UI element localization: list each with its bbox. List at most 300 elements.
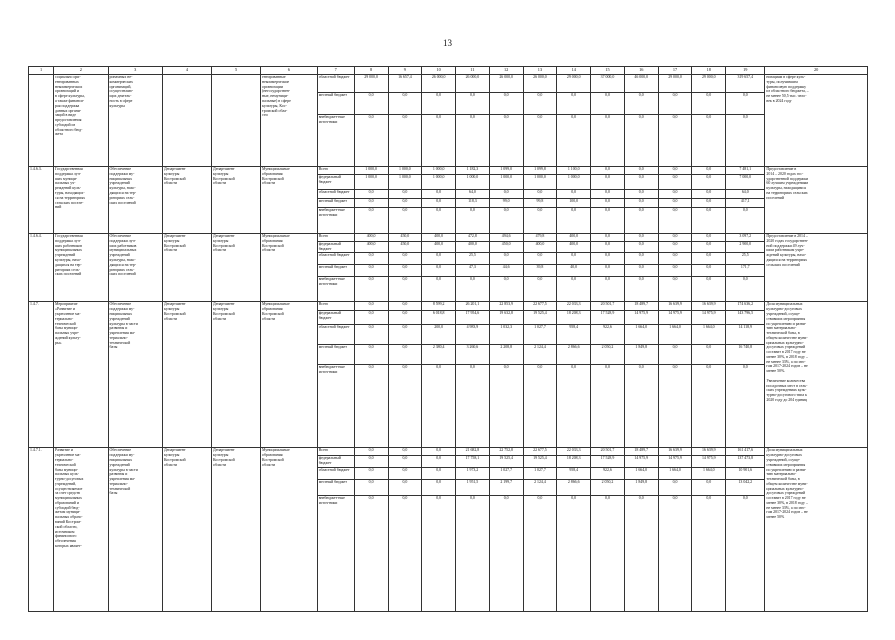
cell-coexecutor-line: культуры [163,307,180,312]
cell-measure-line: учреждений, [55,481,77,486]
cell-value: 0,0 [354,265,388,277]
column-number: 16 [624,67,658,75]
cell-value: 0,0 [354,365,388,448]
cell-value: 19 525,4 [489,456,523,468]
cell-value: 0,0 [456,277,490,302]
cell-value: 14 975,9 [624,456,658,468]
cell-measure-line: областного бюд- [55,127,83,132]
cell-target-line: пальные) в сфере [262,99,291,103]
cell-value: 0,0 [354,92,388,114]
cell-value: 0,0 [624,253,658,265]
column-number: 7 [317,67,354,75]
cell-value: 20 501,7 [591,448,625,456]
cell-note [765,74,868,166]
column-number: 14 [557,67,591,75]
cell-value: 1 027,7 [523,325,557,345]
cell-value: 0,0 [726,92,765,114]
cell-value: 0,0 [388,468,422,480]
cell-value: 0,0 [422,189,456,198]
cell-note-line: ских учреждениях куль- [766,388,807,393]
cell-measure-line: териально- [55,458,74,463]
cell-value: 0,0 [658,233,692,241]
cell-value: 22 853,9 [489,302,523,311]
cell-value: 0,0 [422,92,456,114]
cell-value: 0,0 [692,166,726,174]
cell-value: 0,0 [591,277,625,302]
cell-measure-line: муниципальных [55,248,82,253]
cell-value: 2 050,2 [591,480,625,496]
cell-value: 0,0 [624,265,658,277]
cell-coexecutor-line: области [163,316,177,321]
cell-value: 0,0 [422,496,456,612]
column-number: 5 [212,67,261,75]
column-number: 15 [591,67,625,75]
cell-value: 2 866,6 [557,345,591,365]
cell-source: Всего [317,448,354,456]
cell-value: 6 018,8 [422,311,456,325]
cell-measure [54,74,108,166]
cell-value: 1 664,0 [624,468,658,480]
cell-value: 0,0 [354,448,388,456]
cell-source: местный бюджет [317,345,354,365]
cell-note-line: досуговых учреждений [766,345,806,350]
cell-target [261,448,318,612]
cell-value: 171,7 [726,265,765,277]
cell-coexecutor [162,166,211,233]
cell-target-line: образования [262,453,283,458]
cell-value: 17 528,9 [591,311,625,325]
cell-value: 0,0 [624,207,658,233]
cell-value: 20 501,7 [591,302,625,311]
cell-source: федеральный бюджет [317,456,354,468]
cell-executor-line: учреждений [109,316,130,321]
cell-value: 0,0 [422,207,456,233]
cell-responsible [212,448,261,612]
cell-value: 319 657,4 [726,74,765,92]
cell-value: 1 000,0 [523,174,557,189]
cell-value: 40,0 [557,265,591,277]
cell-note-line: не менее 50,5 тыс. чело- [766,94,807,99]
cell-value: 0,0 [624,241,658,252]
cell-value: 14 975,9 [658,311,692,325]
cell-coexecutor-line: Департамент [163,302,186,307]
cell-note-line: по укреплению и разви- [766,321,807,326]
cell-measure-line: ской области, [55,524,78,529]
cell-value: 0,0 [388,311,422,325]
cell-value: 0,0 [523,114,557,166]
cell-executor-line: ность в сфере [109,99,133,103]
cell-value: 13 042,2 [726,480,765,496]
cell-executor [108,166,162,233]
cell-measure-line: культуры, нахо- [55,258,82,262]
cell-value: 22 677,5 [523,302,557,311]
cell-value: 22 033,3 [557,448,591,456]
cell-note [765,448,868,612]
cell-value: 0,0 [726,207,765,233]
cell-value: 0,0 [422,456,456,468]
cell-value: 450,0 [489,241,523,252]
cell-value: 0,0 [658,265,692,277]
cell-value: 958,4 [557,468,591,480]
cell-measure-line: технической [55,321,76,326]
cell-value: 16 639,9 [658,448,692,456]
cell-measure-line: предоставления [55,118,82,123]
cell-note-line: менее 50%. [766,369,786,374]
cell-value: 161 417,6 [726,448,765,456]
cell-measure-line: ры» [55,340,62,345]
cell-responsible-line: Костромской [213,458,235,463]
table-row [29,302,868,311]
cell-note-line: ципальных культурно- [766,340,804,345]
cell-target-line: Муниципальные [262,302,290,307]
cell-measure [54,233,108,301]
cell-target-line: Костромской [262,312,284,317]
cell-value: 1 100,0 [557,166,591,174]
cell-value: 0,0 [388,345,422,365]
cell-value: 99,8 [523,198,557,207]
cell-coexecutor-line: области [163,462,177,467]
cell-note-line: дящихся на территориях [766,258,808,262]
cell-note-line: 2020 годах государствен- [766,238,808,243]
cell-value: 29 000,0 [354,74,388,92]
cell-responsible [212,233,261,301]
cell-executor-line: Обеспечение [109,234,132,239]
cell-value: 0,0 [591,253,625,265]
cell-measure-line: муниципальных [55,496,82,501]
cell-value: 26 000,0 [422,74,456,92]
table-row [29,233,868,241]
cell-value: 0,0 [624,365,658,448]
cell-value: 1 973,2 [456,468,490,480]
cell-value: 0,0 [658,241,692,252]
column-number: 11 [456,67,490,75]
cell-value: 2 866,6 [557,480,591,496]
cell-value: 0,0 [388,198,422,207]
cell-source: областной бюджет [317,74,354,92]
cell-measure-line: Государственная [55,167,83,172]
cell-value: 0,0 [354,345,388,365]
cell-value: 0,0 [388,92,422,114]
cell-value: 25,5 [456,253,490,265]
page-number: 13 [443,38,452,48]
cell-note-line: Предоставление в [766,167,797,172]
cell-value: 22 033,3 [557,302,591,311]
cell-executor-line: муниципальных [109,248,137,253]
cell-source: внебюджет-ные источ-ники [317,365,354,448]
cell-value: 2 380,4 [422,345,456,365]
cell-value: 400,0 [557,233,591,241]
cell-responsible-line: культуры [213,171,229,176]
cell-source: внебюджет-ные источ-ники [317,277,354,302]
cell-code: 1.4.6.3. [29,166,54,233]
cell-value: 0,0 [388,207,422,233]
cell-coexecutor-line: Департамент [163,167,186,172]
cell-executor-line: Обеспечение [109,302,132,307]
cell-measure-line: «Развитие и [55,307,75,312]
cell-responsible [212,302,261,448]
cell-value: 0,0 [422,480,456,496]
cell-coexecutor-line: области [163,248,177,253]
cell-executor-line: организаций, [109,84,132,89]
cell-executor-line: учреждений [109,462,130,467]
cell-executor [108,302,162,448]
cell-value: 494,6 [489,233,523,241]
cell-source: внебюджет-ные источ-ники [317,114,354,166]
cell-responsible [212,74,261,166]
cell-value: 417,1 [726,198,765,207]
column-number: 18 [692,67,726,75]
cell-responsible-line: культуры [213,453,229,458]
cell-value: 450,0 [388,233,422,241]
cell-coexecutor-line: Костромской [163,312,186,317]
cell-value: 0,0 [624,233,658,241]
cell-executor-line: териально- [109,335,128,340]
cell-value: 0,0 [523,253,557,265]
cell-value: 1 951,5 [456,480,490,496]
column-number-row [29,67,868,75]
cell-value: 18 489,7 [624,302,658,311]
cell-value: 0,0 [591,265,625,277]
cell-coexecutor-line: культуры [163,171,180,176]
cell-value: 14 975,9 [658,456,692,468]
cell-responsible-line: области [213,248,227,253]
cell-measure-line: ентированных [55,79,79,84]
cell-measure-line: туры, находящих- [55,191,85,195]
cell-value: 0,0 [354,302,388,311]
cell-measure-line: организаций и [55,89,79,94]
cell-note-line: низациям в сфере куль- [766,75,806,80]
cell-note-line: век в 2024 году [766,99,792,103]
cell-measure-line: ся на территориях [55,195,86,200]
cell-measure-line: в сфере культуры, [55,94,85,99]
cell-note-line: составит в 2017 году не [766,350,806,355]
cell-note-line: учреждений, осуще- [766,458,801,463]
cell-value: 0,0 [591,241,625,252]
cell-executor-line: развития и [109,326,128,331]
cell-value: 450,0 [388,241,422,252]
cell-note-line: общем количестве муни- [766,481,808,486]
cell-target-line: ные, немуници- [262,94,289,99]
cell-measure-line: ских поселений [55,272,82,277]
cell-note-line: 2020 году до 204 единиц [766,397,808,402]
cell-value: 0,0 [726,365,765,448]
cell-note-line: ударственной поддержки [766,176,809,181]
cell-value: 0,0 [557,277,591,302]
cell-executor-line: культуры, нахо- [109,186,136,191]
column-number: 2 [54,67,108,75]
cell-value: 0,0 [624,174,658,189]
cell-value: 14 118,9 [726,325,765,345]
cell-value: 100,0 [557,198,591,207]
cell-measure-line: ний [55,205,62,210]
cell-target-line: области [262,248,276,253]
cell-note-line: 2014 – 2020 годах гос- [766,171,804,176]
cell-executor-line: укрепления ма- [109,331,136,336]
cell-value: 1 099,8 [523,166,557,174]
column-number: 1 [29,67,54,75]
cell-executor-line: технической [109,486,131,491]
column-number: 12 [489,67,523,75]
cell-note-line: из областного бюджета, – [766,89,809,94]
cell-measure-line: образований и [55,500,79,505]
cell-target-line: Муниципальные [262,234,290,239]
cell-value: 0,0 [658,198,692,207]
table-row [29,448,868,456]
cell-executor [108,448,162,612]
cell-measure-line: жета [55,132,63,137]
cell-value: 174 636,2 [726,302,765,311]
cell-executor-line: ниципальных [109,312,133,317]
cell-measure-line: териально- [55,316,74,321]
cell-value: 0,0 [489,207,523,233]
cell-value: 922,6 [591,468,625,480]
cell-source: Всего [317,302,354,311]
cell-value: 1 000,0 [489,174,523,189]
cell-value: 0,0 [354,114,388,166]
cell-responsible-line: области [213,181,227,186]
cell-executor-line: ниципальных [109,458,133,463]
cell-note-line: гам 2017-2024 годов – не [766,364,808,369]
cell-note-line: технической базы, в [766,331,800,336]
cell-coexecutor-line: культуры [163,453,180,458]
cell-executor-line: Обеспечение [109,448,132,453]
cell-value: 0,0 [388,480,422,496]
cell-value: 143 796,5 [726,311,765,325]
cell-measure-line: источником [55,529,75,534]
cell-executor-line: дящихся на тер- [109,262,137,267]
cell-value: 0,0 [658,365,692,448]
cell-executor-line: ших работников [109,243,137,248]
cell-measure-line: данных органи- [55,108,82,113]
cell-value: 0,0 [692,365,726,448]
cell-value: 1 000,0 [388,166,422,174]
cell-value: 0,0 [523,365,557,448]
cell-note-line: Доля муниципальных [766,302,803,307]
cell-target-line: ентированные [262,75,286,80]
cell-value: 0,0 [624,277,658,302]
cell-target-line: организации [262,84,283,89]
cell-value: 1 027,7 [523,468,557,480]
cell-value: 1 032,3 [489,325,523,345]
cell-source: областной бюджет [317,325,354,345]
cell-value: 64,0 [456,189,490,198]
cell-value: 479,8 [523,233,557,241]
cell-executor-line: учреждений [109,181,130,186]
cell-note-line: гам 2017-2024 годов – не [766,510,808,515]
cell-value: 1 000,0 [354,174,388,189]
cell-value: 1 664,0 [658,325,692,345]
cell-target-line: тромской обла- [262,108,288,113]
cell-value: 16 657,4 [388,74,422,92]
cell-value: 400,0 [422,241,456,252]
cell-value: 37 000,0 [591,74,625,92]
cell-note-line: тию материально- [766,326,797,331]
cell-value: 0,0 [388,365,422,448]
cell-value: 1 027,7 [489,468,523,480]
cell-value: 0,0 [692,496,726,612]
cell-executor-line: риториях сель- [109,195,135,200]
cell-measure-line: жетам муници- [55,510,81,515]
cell-note-line: ствивших мероприятия [766,316,806,321]
cell-source: Всего [317,233,354,241]
cell-value: 0,0 [523,496,557,612]
cell-responsible-line: Департамент [213,234,235,239]
cell-code: 1.4.6.4. [29,233,54,301]
cell-source: федеральный бюджет [317,311,354,325]
cell-note [765,166,868,233]
cell-value: 39,8 [523,265,557,277]
cell-value: 137 473,8 [726,456,765,468]
cell-target-line: Костромской [262,176,284,181]
cell-responsible-line: Департамент [213,448,235,453]
cell-target-line: Костромской [262,458,284,463]
cell-value: 0,0 [658,207,692,233]
cell-value: 0,0 [726,277,765,302]
cell-measure [54,302,108,448]
cell-measure-line: ждений культу- [55,335,81,340]
cell-executor-line: развития и [109,472,128,477]
cell-value: 3 260,6 [456,345,490,365]
cell-value: 0,0 [388,253,422,265]
cell-executor-line: дящихся на тер- [109,191,137,195]
cell-value: 1 000,0 [388,174,422,189]
cell-value: 0,0 [354,325,388,345]
cell-value: 0,0 [388,189,422,198]
cell-value: 0,0 [658,253,692,265]
cell-value: 0,0 [692,480,726,496]
cell-measure-line: Государственная [55,234,83,239]
cell-value: 16 639,9 [692,448,726,456]
cell-responsible-line: Костромской [213,312,235,317]
cell-note-line: ствивших мероприятия [766,462,806,467]
cell-value: 0,0 [692,198,726,207]
cell-value: 0,0 [354,496,388,612]
cell-executor-line: культуры, нахо- [109,258,136,262]
cell-value: 1 000,0 [456,174,490,189]
cell-value: 29 000,0 [557,74,591,92]
cell-value: 16 740,8 [726,345,765,365]
cell-value: 0,0 [658,166,692,174]
cell-value: 17 528,9 [591,456,625,468]
cell-value: 0,0 [388,114,422,166]
cell-target-line: Муниципальные [262,167,290,172]
cell-value: 1 849,8 [624,480,658,496]
table-body [29,67,868,612]
cell-value: 0,0 [692,233,726,241]
cell-value: 0,0 [523,189,557,198]
cell-source: областной бюджет [317,468,354,480]
cell-value: 0,0 [422,265,456,277]
cell-measure-line: пальных уч- [55,181,76,186]
cell-value: 0,0 [557,207,591,233]
cell-executor-line: ских поселений [109,272,136,277]
table-row [29,166,868,174]
cell-value: 18 208,3 [557,311,591,325]
cell-executor-line: ских поселений [109,200,136,205]
cell-executor-line: культуры [109,103,125,108]
cell-executor-line: риториях сель- [109,267,135,272]
cell-measure-line: технической [55,462,76,467]
cell-value: 958,4 [557,325,591,345]
cell-measure-line: заций в виде [55,113,76,118]
cell-value: 0,0 [489,114,523,166]
cell-responsible-line: культуры [213,307,229,312]
cell-measure [54,166,108,233]
cell-value: 0,0 [658,174,692,189]
cell-source: внебюджет-ные источ-ники [317,496,354,612]
cell-code [29,74,54,166]
cell-value: 0,0 [624,189,658,198]
